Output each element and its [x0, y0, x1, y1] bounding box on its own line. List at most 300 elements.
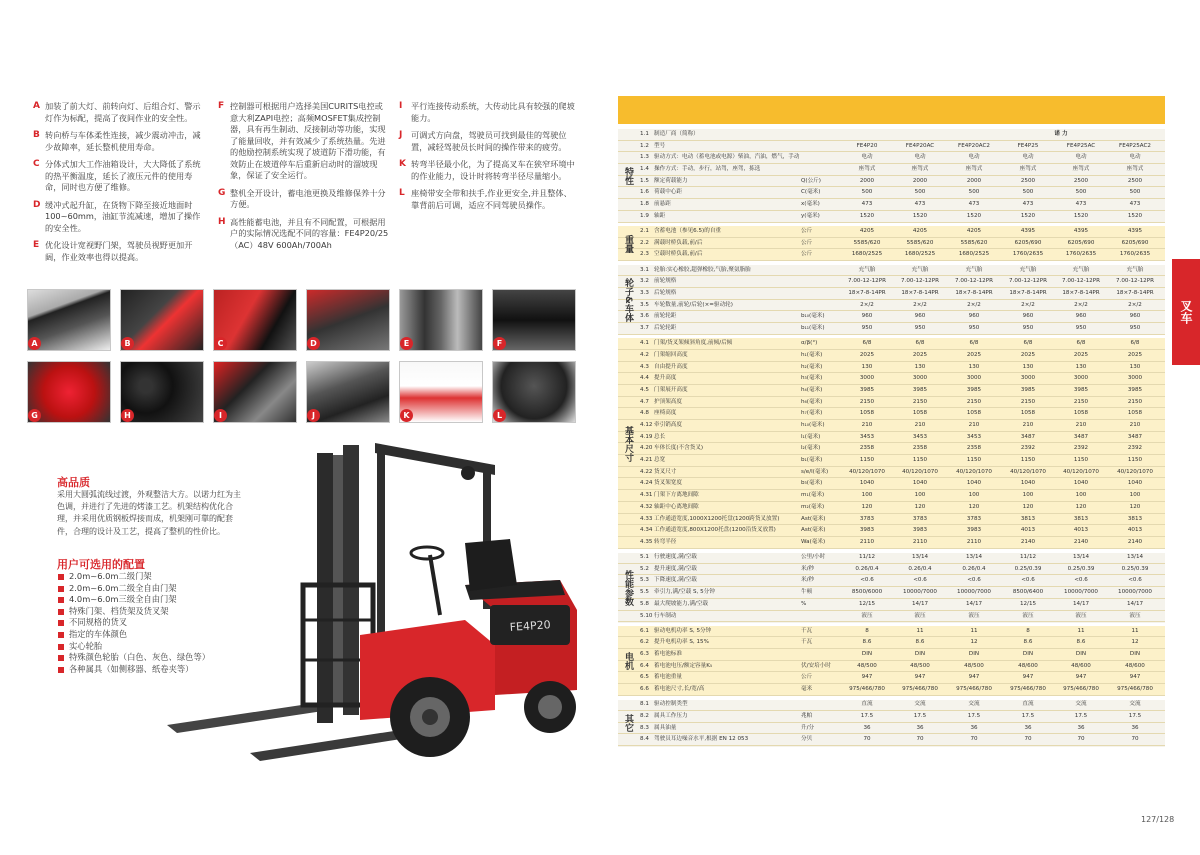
spec-value: 1040: [1127, 480, 1143, 487]
spec-value: 8500/6400: [1012, 589, 1044, 596]
feature-item: [399, 101, 577, 124]
spec-index: 4.33: [640, 515, 653, 522]
spec-value: 13/14: [1072, 554, 1090, 561]
spec-index: 6.4: [640, 662, 649, 669]
spec-value: FE4P20AC: [905, 142, 935, 149]
spec-label: 行驶速度,满/空载: [654, 554, 697, 561]
spec-label: 门架/货叉架倾斜角度,前倾/后倾: [654, 340, 733, 347]
spec-row: [618, 599, 1165, 611]
spec-row: [618, 537, 1165, 549]
feature-photo: [492, 289, 576, 351]
spec-value: 0.25/0.39: [1067, 565, 1095, 572]
spec-value: 17.5: [1074, 713, 1088, 719]
feature-text: 高性能蓄电池，并且有不同配置，可根据用户的实际情况选配不同的容量：FE4P20/25（AC）48V 600Ah/700Ah: [230, 216, 389, 250]
spec-value: 950: [968, 325, 980, 331]
spec-value: 120: [1022, 503, 1034, 510]
features-col-3: [399, 101, 577, 217]
feature-item: [33, 159, 208, 194]
spec-unit: b₁(毫米): [801, 457, 823, 464]
spec-value: 3813: [1020, 515, 1036, 522]
spec-value: 70: [863, 736, 871, 743]
spec-value: 2392: [1020, 445, 1036, 452]
spec-value: 2110: [859, 538, 875, 545]
spec-value: [1002, 129, 1054, 140]
spec-value: 11: [916, 627, 924, 634]
spec-unit: 牛顿: [801, 589, 813, 596]
spec-value: 947: [914, 674, 926, 681]
feature-item: [218, 188, 390, 211]
feature-item: [399, 130, 577, 153]
spec-label: 车体长度(不含货叉): [654, 445, 704, 452]
spec-value: 电动: [968, 154, 980, 161]
spec-unit: [801, 649, 841, 660]
spec-value: [894, 129, 946, 140]
spec-row: [618, 564, 1165, 576]
spec-value: 8.6: [862, 639, 872, 646]
spec-label: 蓄电池重量: [654, 674, 682, 681]
spec-value: 6205/690: [1067, 239, 1095, 246]
spec-value: 100: [914, 492, 926, 499]
spec-header-bar: [618, 96, 1165, 124]
spec-value: 36: [863, 724, 871, 731]
spec-value: 充气胎: [965, 266, 983, 273]
spec-index: 5.10: [640, 612, 653, 619]
spec-value: 13/14: [1126, 554, 1144, 561]
spec-value: 3985: [1127, 386, 1143, 393]
spec-value: 18×7-8-14PR: [1062, 289, 1100, 296]
spec-value: <0.6: [1074, 577, 1088, 584]
spec-value: 2025: [1073, 351, 1089, 358]
feature-letter: I: [399, 101, 403, 111]
spec-value: 10000/7000: [1064, 589, 1098, 596]
spec-index: 4.1: [640, 340, 649, 347]
spec-value: 3783: [912, 515, 928, 522]
feature-photo: [399, 289, 483, 351]
spec-row: [618, 300, 1165, 312]
spec-row: [618, 626, 1165, 638]
spec-value: 电动: [1075, 154, 1087, 161]
spec-row: [618, 141, 1165, 153]
spec-value: 8.6: [915, 639, 925, 646]
spec-value: 3487: [1073, 433, 1089, 440]
spec-value: <0.6: [1128, 577, 1142, 584]
spec-index: 4.3: [640, 363, 649, 370]
spec-value: 3813: [1073, 515, 1089, 522]
spec-index: 8.3: [640, 724, 649, 731]
spec-value: 1520: [1127, 212, 1143, 219]
spec-value: 1520: [1020, 212, 1036, 219]
spec-value: 17.5: [860, 713, 874, 719]
spec-row: [618, 129, 1165, 141]
spec-category-label: 特性: [623, 166, 633, 185]
spec-label: 满载时桥负载,前/后: [654, 239, 703, 246]
spec-label: 最大爬坡能力,满/空载: [654, 600, 709, 607]
spec-index: 4.19: [640, 433, 653, 440]
spec-unit: [801, 300, 841, 311]
spec-value: 交流: [1075, 701, 1087, 708]
spec-value: 950: [914, 325, 926, 331]
spec-label: 轴距: [654, 212, 666, 219]
spec-row: [618, 385, 1165, 397]
spec-value: 473: [1129, 201, 1141, 208]
feature-photo: [213, 289, 297, 351]
spec-category-label: 基本尺寸: [623, 425, 633, 462]
spec-value: 1040: [1020, 480, 1036, 487]
spec-unit: s/e/l(毫米): [801, 468, 829, 475]
spec-label: 牵引销高度: [654, 422, 682, 428]
spec-value: 130: [1075, 363, 1087, 370]
spec-index: 4.20: [640, 445, 653, 452]
spec-value: 1520: [1073, 212, 1089, 219]
spec-label: 货叉尺寸: [654, 468, 677, 475]
feature-letter: J: [399, 130, 403, 140]
spec-value: 130: [968, 363, 980, 370]
photo-badge: A: [28, 337, 41, 350]
spec-unit: 公斤: [801, 251, 813, 258]
feature-text: 座椅带安全带和扶手,作业更安全,并且整体、靠背前后可调，适应不同驾驶员操作。: [411, 188, 572, 210]
spec-label: 蓄电池标准: [654, 651, 682, 658]
spec-index: 4.4: [640, 375, 649, 382]
feature-photo: [120, 361, 204, 423]
fork-upper: [167, 703, 323, 733]
spec-value: 2358: [859, 445, 875, 452]
spec-value: 交流: [914, 701, 926, 708]
spec-category-label: 轮子&车体: [623, 277, 633, 322]
spec-value: 130: [861, 363, 873, 370]
spec-value: 210: [1129, 422, 1141, 428]
spec-value: DIN: [1075, 651, 1087, 658]
spec-label: 属具工作压力: [654, 713, 688, 719]
spec-index: 4.8: [640, 410, 649, 417]
spec-unit: m₂(毫米): [801, 503, 825, 510]
spec-value: FE4P25AC: [1066, 142, 1096, 149]
spec-value: 2×/2: [1021, 301, 1035, 308]
spec-value: 1150: [1127, 457, 1143, 464]
options-title: 用户可选用的配置: [57, 558, 145, 571]
spec-value: 2110: [966, 538, 982, 545]
spec-row: [618, 152, 1165, 164]
feature-text: 整机全开设计，蓄电池更换及维修保养十分方便。: [230, 187, 386, 209]
spec-index: 1.9: [640, 212, 649, 219]
spec-value: 12/15: [1019, 600, 1037, 607]
spec-value: 12/15: [858, 600, 876, 607]
spec-value: 1520: [966, 212, 982, 219]
spec-unit: m₁(毫米): [801, 492, 825, 499]
spec-unit: α/β(°): [801, 340, 818, 347]
spec-row: [618, 490, 1165, 502]
spec-value: 40/120/1070: [1063, 468, 1099, 475]
spec-index: 3.5: [640, 301, 649, 308]
spec-unit: y(毫米): [801, 212, 820, 219]
feature-photo: [306, 361, 390, 423]
spec-value: 3453: [912, 433, 928, 440]
spec-value: 17.5: [1128, 713, 1142, 719]
spec-value: 950: [1022, 325, 1034, 331]
spec-value: 6/8: [1023, 340, 1033, 347]
spec-value: 诺 力: [1054, 131, 1068, 137]
spec-label: 车轮数量,前轮/后轮(×=驱动轮): [654, 301, 733, 308]
spec-value: 18×7-8-14PR: [955, 289, 993, 296]
spec-index: 5.3: [640, 577, 649, 584]
spec-row: [618, 311, 1165, 323]
spec-value: 液压: [914, 612, 926, 619]
spec-value: 3983: [966, 527, 982, 534]
spec-value: 2000: [966, 177, 982, 184]
feature-item: [218, 101, 390, 182]
spec-row: [618, 672, 1165, 684]
spec-index: 1.8: [640, 201, 649, 208]
spec-label: 驾驶员耳边噪音水平,根据 EN 12 053: [654, 736, 749, 743]
spec-value: 960: [1129, 313, 1141, 320]
spec-row: [618, 323, 1165, 335]
spec-value: 960: [914, 313, 926, 320]
spec-value: 10000/7000: [903, 589, 937, 596]
spec-value: 210: [1022, 422, 1034, 428]
spec-row: [618, 467, 1165, 479]
spec-value: 473: [861, 201, 873, 208]
spec-index: 6.1: [640, 627, 649, 634]
forklift-model-label: FE4P20: [509, 618, 552, 634]
spec-index: 6.6: [640, 686, 649, 693]
spec-value: 2150: [1127, 398, 1143, 405]
spec-value: 70: [1077, 736, 1085, 743]
spec-value: 液压: [1022, 612, 1034, 619]
spec-unit: 毫米: [801, 686, 813, 693]
spec-value: 500: [1022, 189, 1034, 196]
spec-value: 473: [914, 201, 926, 208]
spec-value: 4395: [1020, 228, 1036, 234]
spec-value: 8: [1026, 627, 1030, 634]
option-item: 2.0m~6.0m二级全自由门架: [57, 583, 210, 595]
spec-label: 空载时桥负载,前/后: [654, 251, 703, 258]
spec-row: [618, 699, 1165, 711]
spec-value: 2500: [1020, 177, 1036, 184]
spec-value: 2392: [1073, 445, 1089, 452]
spec-label: 座椅高度: [654, 410, 677, 417]
spec-value: 130: [914, 363, 926, 370]
spec-value: <0.6: [913, 577, 927, 584]
photo-badge: K: [400, 409, 413, 422]
spec-value: 1150: [966, 457, 982, 464]
spec-value: 电动: [1022, 154, 1034, 161]
option-item: 特殊门架、档货架及货叉架: [57, 606, 210, 618]
spec-value: 1680/2525: [851, 251, 883, 258]
spec-unit: h₁₀(毫米): [801, 422, 825, 428]
spec-value: 100: [861, 492, 873, 499]
spec-unit: b₃(毫米): [801, 480, 823, 487]
spec-row: [618, 637, 1165, 649]
spec-unit: h₂(毫米): [801, 363, 823, 370]
spec-value: 2392: [1127, 445, 1143, 452]
spec-value: DIN: [1022, 651, 1034, 658]
spec-value: 473: [968, 201, 980, 208]
spec-index: 4.32: [640, 503, 653, 510]
spec-index: 6.2: [640, 639, 649, 646]
spec-value: 3000: [859, 375, 875, 382]
spec-index: 6.3: [640, 651, 649, 658]
spec-value: 40/120/1070: [1010, 468, 1046, 475]
spec-value: 36: [970, 724, 978, 731]
spec-value: 40/120/1070: [1117, 468, 1153, 475]
spec-unit: Q(公斤): [801, 177, 821, 184]
spec-value: 1150: [859, 457, 875, 464]
spec-unit: Ast(毫米): [801, 515, 826, 522]
spec-row: [618, 226, 1165, 238]
spec-value: 473: [1022, 201, 1034, 208]
spec-value: 500: [1075, 189, 1087, 196]
spec-row: [618, 661, 1165, 673]
spec-index: 5.2: [640, 565, 649, 572]
spec-value: 40/120/1070: [902, 468, 938, 475]
spec-label: 含蓄电池（参见6.5)的自重: [654, 228, 722, 234]
spec-value: 座驾式: [911, 166, 929, 173]
spec-value: 3985: [859, 386, 875, 393]
spec-value: 17.5: [1021, 713, 1035, 719]
spec-category-label: 重量: [623, 234, 633, 253]
spec-value: 947: [1075, 674, 1087, 681]
spec-value: 40/120/1070: [849, 468, 885, 475]
spec-label: 护顶架高度: [654, 398, 682, 405]
spec-value: FE4P20: [856, 142, 878, 149]
photo-badge: L: [493, 409, 506, 422]
spec-value: 17.5: [967, 713, 981, 719]
spec-value: 100: [1129, 492, 1141, 499]
spec-unit: 兆帕: [801, 713, 813, 719]
spec-value: 1040: [859, 480, 875, 487]
spec-value: DIN: [968, 651, 980, 658]
spec-row: [618, 432, 1165, 444]
feature-letter: C: [33, 159, 40, 169]
spec-value: 4205: [859, 228, 875, 234]
spec-value: 2×/2: [913, 301, 927, 308]
photo-badge: B: [121, 337, 134, 350]
steering-wheel: [411, 547, 443, 559]
spec-unit: [801, 611, 841, 622]
spec-value: 液压: [861, 612, 873, 619]
spec-value: 2025: [1127, 351, 1143, 358]
spec-row: [618, 525, 1165, 537]
spec-unit: [801, 288, 841, 299]
spec-value: 2110: [912, 538, 928, 545]
spec-unit: 公里/小时: [801, 554, 826, 561]
spec-value: 2000: [859, 177, 875, 184]
spec-value: 13/14: [965, 554, 983, 561]
spec-value: 10000/7000: [1118, 589, 1152, 596]
spec-value: 950: [1075, 325, 1087, 331]
spec-value: [1109, 129, 1161, 140]
spec-value: 70: [916, 736, 924, 743]
spec-value: 48/500: [857, 662, 877, 669]
spec-value: 120: [1075, 503, 1087, 510]
spec-label: 后轮轮距: [654, 325, 677, 331]
spec-label: 转弯半径: [654, 538, 677, 545]
spec-label: 属具油量: [654, 724, 677, 731]
spec-value: 1760/2635: [1012, 251, 1044, 258]
spec-table: [618, 129, 1165, 746]
page-number: 127/128: [1141, 815, 1175, 824]
spec-index: 1.5: [640, 177, 649, 184]
spec-row: [618, 164, 1165, 176]
spec-value: 18×7-8-14PR: [848, 289, 886, 296]
spec-unit: h₃(毫米): [801, 375, 823, 382]
spec-value: FE4P25: [1017, 142, 1039, 149]
spec-value: 3983: [912, 527, 928, 534]
spec-value: 975/466/780: [902, 686, 938, 693]
spec-value: 210: [1075, 422, 1087, 428]
spec-row: [618, 373, 1165, 385]
spec-value: 6205/690: [1121, 239, 1149, 246]
spec-unit: h₆(毫米): [801, 398, 823, 405]
option-item: 特殊颜色轮胎（白色、灰色、绿色等）: [57, 652, 210, 664]
spec-value: 7.00-12-12PR: [901, 278, 939, 285]
spec-value: 1150: [1020, 457, 1036, 464]
spec-value: 13/14: [911, 554, 929, 561]
spec-value: 电动: [1129, 154, 1141, 161]
spec-value: 3985: [1020, 386, 1036, 393]
headlight: [461, 466, 475, 480]
spec-label: 门架缩回高度: [654, 351, 688, 358]
spec-value: 2140: [1127, 538, 1143, 545]
spec-value: <0.6: [1021, 577, 1035, 584]
spec-row: [618, 502, 1165, 514]
spec-value: 36: [916, 724, 924, 731]
spec-value: 液压: [1129, 612, 1141, 619]
spec-row: [618, 455, 1165, 467]
feature-text: 可调式方向盘，驾驶员可找到最佳的驾驶位置，减轻驾驶员长时间的操作带来的疲劳。: [411, 130, 567, 152]
spec-value: 电动: [861, 154, 873, 161]
spec-index: 8.1: [640, 701, 649, 708]
spec-row: [618, 362, 1165, 374]
spec-value: 0.25/0.39: [1121, 565, 1149, 572]
spec-index: 3.7: [640, 325, 649, 331]
spec-value: 1058: [912, 410, 928, 417]
spec-value: 3783: [859, 515, 875, 522]
spec-value: 48/600: [1018, 662, 1038, 669]
spec-value: 947: [1022, 674, 1034, 681]
feature-item: [218, 217, 390, 252]
spec-value: 充气胎: [1126, 266, 1144, 273]
spec-value: 11: [1131, 627, 1139, 634]
spec-value: 充气胎: [1019, 266, 1037, 273]
feature-item: [399, 188, 577, 211]
spec-index: 4.7: [640, 398, 649, 405]
spec-row: [618, 514, 1165, 526]
spec-value: 直流: [861, 701, 873, 708]
spec-value: 2140: [1073, 538, 1089, 545]
spec-value: 座驾式: [1019, 166, 1037, 173]
spec-value: 120: [968, 503, 980, 510]
spec-value: 3000: [966, 375, 982, 382]
spec-category-label: 电机: [623, 652, 633, 671]
feature-item: [33, 200, 208, 235]
mast-left: [317, 453, 333, 723]
spec-value: 11: [970, 627, 978, 634]
spec-unit: [801, 152, 841, 163]
spec-unit: [801, 164, 841, 175]
spec-value: 8.6: [1076, 639, 1086, 646]
spec-value: 14/17: [1072, 600, 1090, 607]
feature-letter: A: [33, 101, 40, 111]
spec-value: 500: [968, 189, 980, 196]
spec-label: 驱动方式：电动（蓄电池或电源）柴油，汽油，燃气，手动: [654, 154, 800, 161]
spec-value: 11/12: [1019, 554, 1037, 561]
spec-label: 型号: [654, 142, 666, 149]
spec-unit: 分贝: [801, 736, 813, 743]
spec-value: 500: [1129, 189, 1141, 196]
spec-unit: Ast(毫米): [801, 527, 826, 534]
spec-row: [618, 587, 1165, 599]
spec-index: 4.24: [640, 480, 653, 487]
